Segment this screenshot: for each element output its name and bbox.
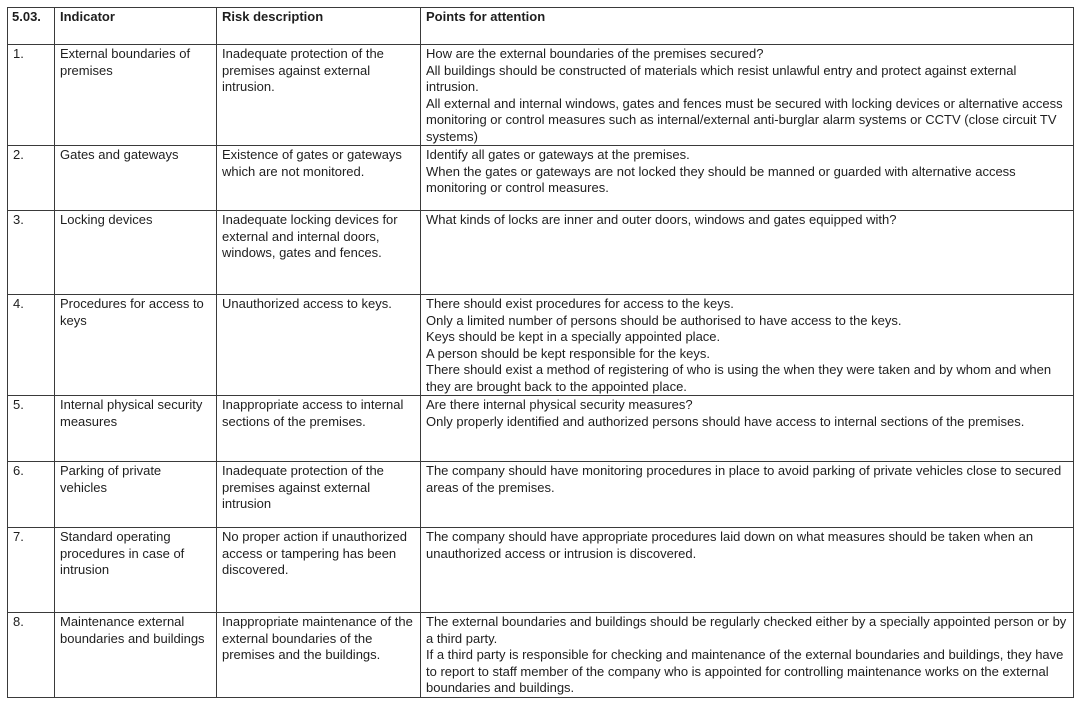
table-row — [8, 211, 1074, 295]
attention-point: The company should have monitoring procedures in place to avoid parking of private vehicles close to secured areas of the premises. — [426, 463, 1062, 495]
attention-point: What kinds of locks are inner and outer doors, windows and gates equipped with? — [426, 212, 897, 227]
table-row — [8, 146, 1074, 211]
risk-description-cell: Unauthorized access to keys. — [217, 295, 421, 396]
risk-assessment-table — [7, 7, 1074, 698]
row-number: 7. — [8, 528, 55, 613]
indicator-cell: Internal physical security measures — [55, 396, 217, 462]
points-for-attention-cell — [421, 396, 1074, 462]
attention-point: The external boundaries and buildings should be regularly checked either by a specially appointed person or by a third party. — [426, 614, 1067, 646]
table-row — [8, 396, 1074, 462]
risk-description-cell: Inadequate locking devices for external and internal doors, windows, gates and fences. — [217, 211, 421, 295]
indicator-cell: Gates and gateways — [55, 146, 217, 211]
attention-point: All buildings should be constructed of materials which resist unlawful entry and protect against external intrusion. — [426, 62, 1017, 94]
points-for-attention-cell — [421, 211, 1074, 295]
risk-description-cell: Inadequate protection of the premises against external intrusion. — [217, 45, 421, 146]
points-for-attention-cell — [421, 45, 1074, 146]
attention-point: The company should have appropriate procedures laid down on what measures should be taken when an unauthorized access or intrusion is discovered. — [426, 529, 1034, 561]
attention-point: How are the external boundaries of the premises secured? — [426, 46, 764, 61]
attention-point: A person should be kept responsible for the keys. — [426, 345, 711, 361]
indicator-header: Indicator — [55, 8, 217, 45]
attention-point: Keys should be kept in a specially appointed place. — [426, 329, 721, 344]
attention-point: Are there internal physical security measures? — [426, 397, 693, 412]
attention-point: Only a limited number of persons should be authorised to have access to the keys. — [426, 312, 902, 328]
risk-description-cell: Existence of gates or gateways which are not monitored. — [217, 146, 421, 211]
row-number: 3. — [8, 211, 55, 295]
row-number: 6. — [8, 462, 55, 528]
risk-description-header: Risk description — [217, 8, 421, 45]
attention-point: All external and internal windows, gates and fences must be secured with locking devices or alternative access monitoring or control measures such as internal/external anti-burglar alarm systems or CCTV (close circuit TV systems) — [426, 95, 1063, 144]
row-number: 1. — [8, 45, 55, 146]
risk-description-cell: Inadequate protection of the premises against external intrusion — [217, 462, 421, 528]
points-for-attention-cell — [421, 613, 1074, 698]
row-number: 8. — [8, 613, 55, 698]
row-number: 5. — [8, 396, 55, 462]
indicator-cell: Standard operating procedures in case of intrusion — [55, 528, 217, 613]
indicator-cell: Procedures for access to keys — [55, 295, 217, 396]
indicator-cell: Locking devices — [55, 211, 217, 295]
row-number: 4. — [8, 295, 55, 396]
attention-point: There should exist a method of registering of who is using the when they were taken and by whom and when they are brought back to the appointed place. — [426, 362, 1052, 394]
risk-description-cell: Inappropriate maintenance of the external boundaries of the premises and the buildings. — [217, 613, 421, 698]
table-row — [8, 528, 1074, 613]
section-number-header: 5.03. — [8, 8, 55, 45]
attention-point: When the gates or gateways are not locked they should be manned or guarded with alternative access monitoring or control measures. — [426, 163, 1016, 195]
points-for-attention-cell — [421, 462, 1074, 528]
points-for-attention-header: Points for attention — [421, 8, 1074, 45]
indicator-cell: External boundaries of premises — [55, 45, 217, 146]
row-number: 2. — [8, 146, 55, 211]
indicator-cell: Parking of private vehicles — [55, 462, 217, 528]
attention-point: Identify all gates or gateways at the premises. — [426, 147, 690, 162]
attention-point: Only properly identified and authorized persons should have access to internal sections of the premises. — [426, 413, 1025, 429]
attention-point: If a third party is responsible for checking and maintenance of the external boundaries and buildings, they have to report to staff member of the company who is appointed for controlling maintenance works on the external boundaries and buildings. — [426, 647, 1064, 695]
table-row — [8, 613, 1074, 698]
table-row — [8, 45, 1074, 146]
risk-description-cell: No proper action if unauthorized access or tampering has been discovered. — [217, 528, 421, 613]
risk-description-cell: Inappropriate access to internal sections of the premises. — [217, 396, 421, 462]
table-row — [8, 295, 1074, 396]
indicator-cell: Maintenance external boundaries and buildings — [55, 613, 217, 698]
table-row — [8, 462, 1074, 528]
points-for-attention-cell — [421, 528, 1074, 613]
attention-point: There should exist procedures for access to the keys. — [426, 296, 734, 311]
table-header-row — [8, 8, 1074, 45]
points-for-attention-cell — [421, 146, 1074, 211]
points-for-attention-cell — [421, 295, 1074, 396]
